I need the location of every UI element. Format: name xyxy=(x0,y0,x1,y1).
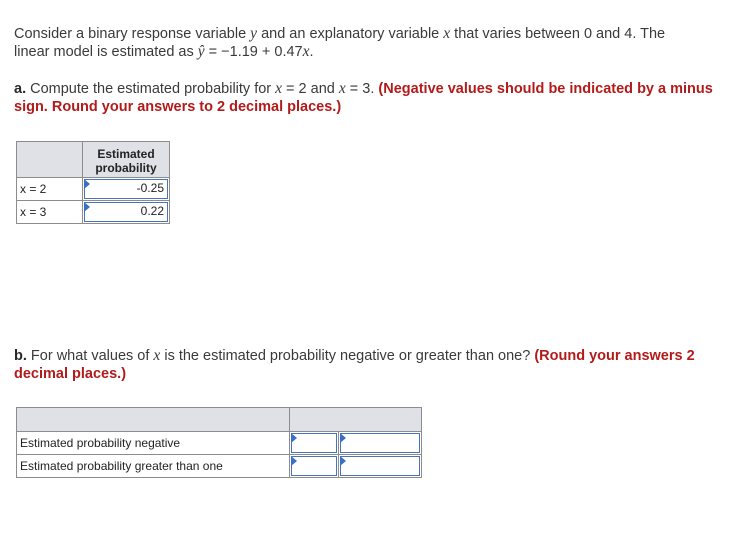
answer-cell xyxy=(83,201,170,224)
table-b-header-right xyxy=(290,408,422,432)
answer-cell xyxy=(339,432,422,455)
greater-lower-input[interactable] xyxy=(291,456,337,476)
table-b-header-left xyxy=(17,408,290,432)
part-b-label: b. xyxy=(14,348,27,364)
part-b-text: For what values of x is the estimated probability negative or greater than one? xyxy=(30,347,531,364)
answer-flag-icon xyxy=(340,456,346,466)
intro-line-1: Consider a binary response variable y and an explanatory variable x that varies between 0 and 4. The xyxy=(14,25,666,42)
answer-cell xyxy=(83,178,170,201)
table-row xyxy=(17,455,422,478)
answer-cell xyxy=(290,432,339,455)
row-label: x = 3 xyxy=(17,201,83,224)
negative-lower-input[interactable] xyxy=(291,433,337,453)
row-label: x = 2 xyxy=(17,178,83,201)
answer-input-x3[interactable]: 0.22 xyxy=(84,202,168,222)
answer-flag-icon xyxy=(340,433,346,443)
answer-cell xyxy=(290,455,339,478)
table-row xyxy=(17,178,170,201)
answer-input-x2[interactable]: -0.25 xyxy=(84,179,168,199)
part-a-instruction: (Negative values should be indicated by a minus sign. Round your answers to 2 decimal places.) xyxy=(14,81,713,115)
row-label: Estimated probability greater than one xyxy=(17,455,290,478)
row-label: Estimated probability negative xyxy=(17,432,290,455)
part-a-label: a. xyxy=(14,81,27,97)
part-a-prompt xyxy=(14,80,734,116)
table-b xyxy=(16,407,422,478)
table-row xyxy=(17,432,422,455)
part-a-text: Compute the estimated probability for x = 2 and x = 3. xyxy=(30,80,375,97)
negative-upper-input[interactable] xyxy=(340,433,420,453)
answer-flag-icon xyxy=(84,179,90,189)
table-a-column-header: Estimated probability xyxy=(83,142,170,178)
answer-cell xyxy=(339,455,422,478)
intro-line-2: linear model is estimated as ŷ = −1.19 + 0.47x. xyxy=(14,43,314,60)
part-b-instruction: (Round your answers 2 decimal places.) xyxy=(14,348,695,382)
answer-flag-icon xyxy=(84,202,90,212)
table-a xyxy=(16,141,170,224)
table-row xyxy=(17,201,170,224)
part-b-prompt xyxy=(14,347,734,383)
greater-upper-input[interactable] xyxy=(340,456,420,476)
table-a-corner xyxy=(17,142,83,178)
answer-flag-icon xyxy=(291,456,297,466)
intro-text xyxy=(14,25,734,61)
answer-flag-icon xyxy=(291,433,297,443)
